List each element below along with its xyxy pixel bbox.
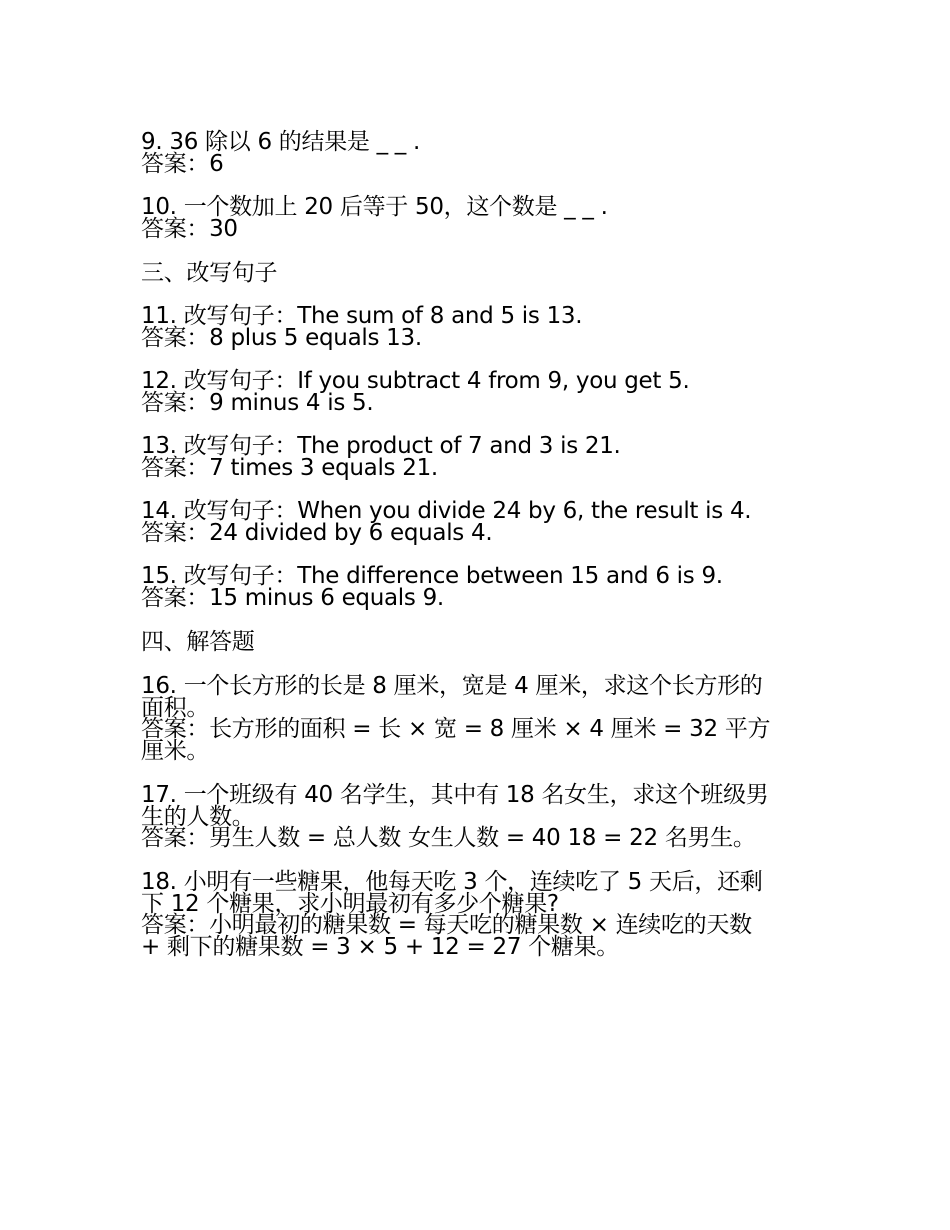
question-16-line-2: 面积。 (141, 695, 210, 721)
answer-10: 答案：30 (141, 216, 238, 242)
answer-18-line-2: + 剩下的糖果数 = 3 × 5 + 12 = 27 个糖果。 (141, 934, 619, 960)
question-9: 9. 36 除以 6 的结果是 _ _ . (141, 129, 421, 155)
question-10: 10. 一个数加上 20 后等于 50，这个数是 _ _ . (141, 194, 608, 220)
answer-17: 答案：男生人数 = 总人数 女生人数 = 40 18 = 22 名男生。 (141, 825, 756, 851)
answer-11: 答案：8 plus 5 equals 13. (141, 325, 422, 351)
section-heading-rewrite: 三、改写句子 (141, 260, 278, 286)
answer-18-line-1: 答案：小明最初的糖果数 = 每天吃的糖果数 × 连续吃的天数 (141, 912, 752, 938)
answer-14: 答案：24 divided by 6 equals 4. (141, 520, 493, 546)
question-12: 12. 改写句子：If you subtract 4 from 9, you get 5. (141, 368, 690, 394)
question-18-line-2: 下 12 个糖果，求小明最初有多少个糖果? (141, 891, 559, 917)
answer-16-line-2: 厘米。 (141, 738, 210, 764)
answer-16-line-1: 答案：长方形的面积 = 长 × 宽 = 8 厘米 × 4 厘米 = 32 平方 (141, 716, 771, 742)
question-15: 15. 改写句子：The difference between 15 and 6 is 9. (141, 563, 723, 589)
answer-12: 答案：9 minus 4 is 5. (141, 390, 374, 416)
answer-13: 答案：7 times 3 equals 21. (141, 455, 438, 481)
question-14: 14. 改写句子：When you divide 24 by 6, the result is 4. (141, 498, 752, 524)
answer-9: 答案：6 (141, 151, 224, 177)
question-13: 13. 改写句子：The product of 7 and 3 is 21. (141, 433, 621, 459)
question-16-line-1: 16. 一个长方形的长是 8 厘米，宽是 4 厘米，求这个长方形的 (141, 673, 763, 699)
section-heading-solve: 四、解答题 (141, 629, 255, 655)
question-17-line-1: 17. 一个班级有 40 名学生，其中有 18 名女生，求这个班级男 (141, 782, 769, 808)
question-17-line-2: 生的人数。 (141, 804, 255, 830)
question-11: 11. 改写句子：The sum of 8 and 5 is 13. (141, 303, 583, 329)
answer-15: 答案：15 minus 6 equals 9. (141, 585, 444, 611)
question-18-line-1: 18. 小明有一些糖果，他每天吃 3 个，连续吃了 5 天后，还剩 (141, 869, 763, 895)
